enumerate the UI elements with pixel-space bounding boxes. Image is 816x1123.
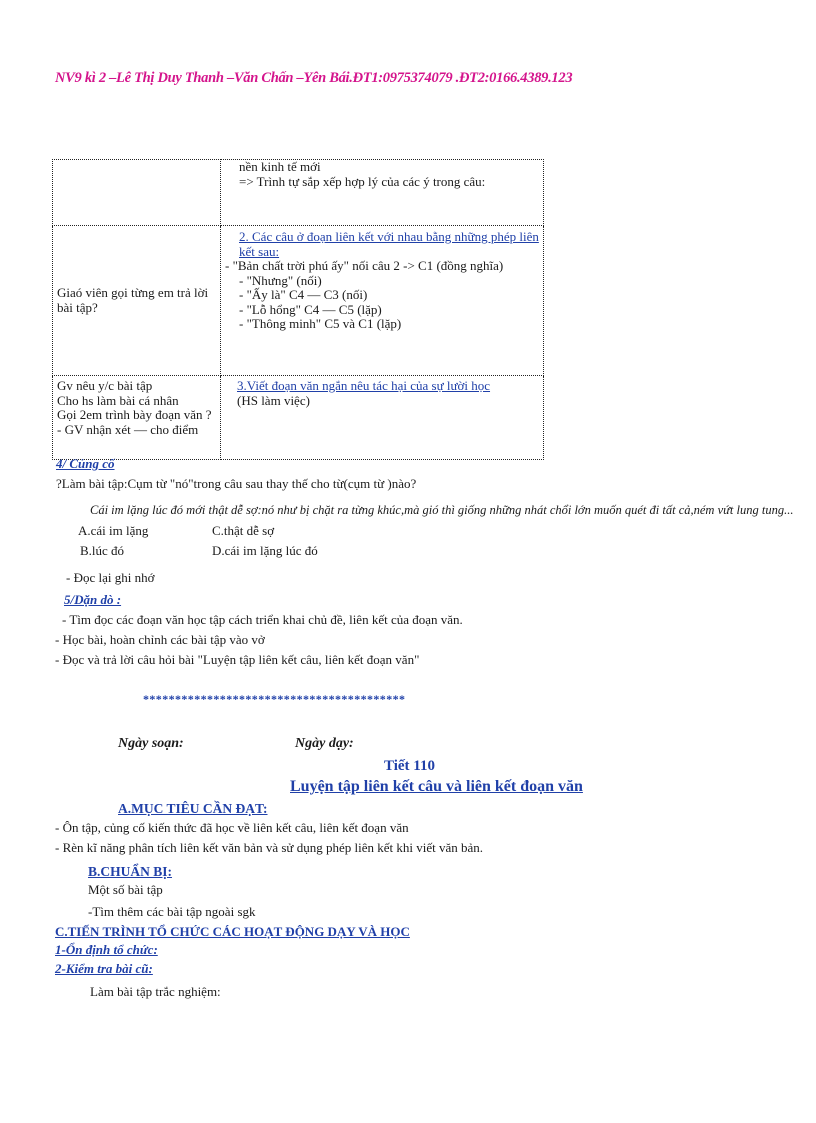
lesson-title: Luyện tập liên kết câu và liên kết đoạn văn [290, 778, 583, 795]
list-item: - "Lỗ hổng" C4 — C5 (lặp) [239, 301, 382, 317]
table-cell-content [221, 376, 544, 460]
table-cell-teacher: Giaó viên gọi từng em trả lời bài tập? [53, 226, 221, 376]
lesson-table [52, 159, 544, 460]
list-item: - "Bản chất trời phú ấy" nối câu 2 -> C1 (đồng nghĩa) [225, 258, 504, 273]
section-heading: 5/Dặn dò : [64, 592, 122, 607]
list-item: - Ôn tập, củng cố kiến thức đã học về liên kết câu, liên kết đoạn văn [55, 820, 409, 835]
teacher-step: Gọi 2em trình bày đoạn văn ? [57, 407, 212, 422]
option-d: D.cái im lặng lúc đó [212, 543, 318, 558]
list-item: - Tìm đọc các đoạn văn học tập cách triển khai chủ đề, liên kết của đoạn văn. [62, 612, 463, 627]
content-line: nền kinh tế mới [239, 159, 321, 174]
exercise-heading: 3.Viết đoạn văn ngắn nêu tác hại của sự lười học [237, 378, 491, 393]
table-cell-teacher [53, 376, 221, 460]
list-item: Một số bài tập [88, 882, 163, 897]
lesson-number: Tiết 110 [384, 758, 435, 774]
section-heading: A.MỤC TIÊU CẦN ĐẠT: [118, 801, 268, 816]
date-day-label: Ngày dạy: [295, 736, 354, 751]
table-cell-content [221, 160, 544, 226]
exercise-heading: 2. Các câu ở đoạn liên kết với nhau bằng những phép liên kết sau: [239, 229, 539, 259]
subsection-heading: 1-Ổn định tổ chức: [55, 942, 158, 957]
question-text: ?Làm bài tập:Cụm từ "nó"trong câu sau thay thế cho từ(cụm từ )nào? [56, 476, 417, 491]
table-cell-content [221, 226, 544, 376]
list-item: - "Ấy là" C4 — C3 (nối) [239, 287, 368, 302]
teacher-step: Cho hs làm bài cá nhân [57, 392, 179, 408]
table-cell-teacher [53, 160, 221, 226]
table-row [53, 160, 544, 226]
document-header: NV9 kì 2 –Lê Thị Duy Thanh –Văn Chấn –Yên Bái.ĐT1:0975374079 .ĐT2:0166.4389.123 [55, 70, 573, 86]
teacher-step: Gv nêu y/c bài tập [57, 378, 153, 393]
content-line: Làm bài tập trắc nghiệm: [90, 984, 221, 999]
list-item: -Tìm thêm các bài tập ngoài sgk [88, 904, 256, 919]
date-soan-label: Ngày soạn: [118, 736, 184, 751]
section-heading: C.TIẾN TRÌNH TỔ CHỨC CÁC HOẠT ĐỘNG DẠY VÀ HỌC [55, 924, 410, 939]
option-a: A.cái im lặng [78, 523, 149, 538]
quote-text: Cái im lặng lúc đó mới thật dễ sợ:nó như bị chặt ra từng khúc,mà gió thì giống những nhát chổi lớn muốn quét đi tất cả,ném vứt lung tung... [90, 503, 794, 517]
separator-stars: ***************************************** [143, 692, 406, 706]
reread-note: - Đọc lại ghi nhớ [66, 570, 155, 585]
list-item: - Đọc và trả lời câu hỏi bài "Luyện tập liên kết câu, liên kết đoạn văn" [55, 652, 420, 667]
content-line: (HS làm việc) [237, 392, 310, 408]
content-line: => Trình tự sắp xếp hợp lý của các ý trong câu: [239, 173, 486, 189]
option-b: B.lúc đó [80, 543, 125, 558]
list-item: - Rèn kĩ năng phân tích liên kết văn bản và sử dụng phép liên kết khi viết văn bản. [55, 840, 483, 855]
table-row [53, 226, 544, 376]
list-item: - "Thông minh" C5 và C1 (lặp) [239, 316, 402, 331]
teacher-step: - GV nhận xét — cho điểm [57, 421, 199, 437]
option-c: C.thật dễ sợ [212, 523, 275, 538]
subsection-heading: 2-Kiểm tra bài cũ: [55, 961, 153, 976]
section-heading: B.CHUẨN BỊ: [88, 864, 173, 879]
list-item: - "Nhưng" (nối) [239, 272, 322, 288]
table-row [53, 376, 544, 460]
list-item: - Học bài, hoàn chỉnh các bài tập vào vở [55, 632, 265, 647]
section-heading: 4/ Củng cố [56, 456, 115, 471]
